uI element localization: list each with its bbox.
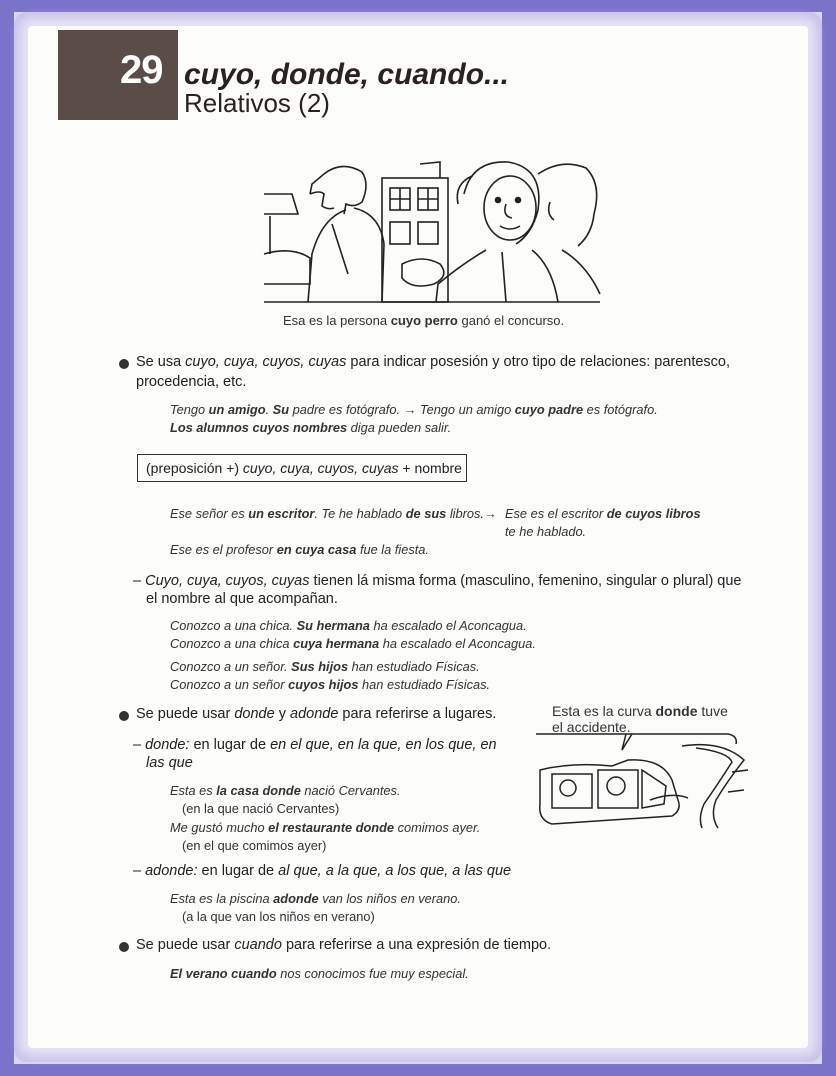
example-segment: nació Cervantes.: [300, 783, 401, 798]
example-segment: Sus hijos: [291, 659, 349, 674]
example-segment: libros.: [446, 506, 484, 521]
example-segment: nos conocimos fue muy especial.: [276, 966, 469, 981]
example-segment: El verano cuando: [170, 966, 277, 981]
example-segment: Ese señor es: [170, 506, 249, 521]
example-line: te he hablado.: [505, 524, 587, 539]
example-segment: cuyos hijos: [288, 677, 359, 692]
arrow-icon: →: [484, 506, 497, 521]
chapter-number: 29: [120, 48, 163, 92]
donde-line2: las que: [146, 755, 193, 771]
example-line: [170, 783, 400, 798]
bullet-2: [119, 711, 129, 721]
formula-box: (preposición +) cuyo, cuya, cuyos, cuyas + nombre: [137, 454, 467, 482]
example-rewrite: (en el que comimos ayer): [182, 838, 327, 853]
example-segment: padre es fotógrafo.: [289, 402, 404, 417]
example-line: [170, 506, 484, 521]
example-segment: Su: [272, 402, 290, 417]
example-segment: de sus: [405, 506, 447, 521]
example-segment: Tengo: [170, 402, 209, 417]
example-segment: Conozco a un señor.: [170, 659, 292, 674]
example-rewrite: (a la que van los niños en verano): [182, 909, 375, 924]
example-segment: un escritor: [248, 506, 315, 521]
section2-intro: Se puede usar donde y adonde para referirse a lugares.: [136, 706, 497, 722]
example-segment: comimos ayer.: [394, 820, 481, 835]
illustration2-caption: Esta es la curva donde tuve el accidente.: [552, 703, 728, 735]
example-segment: adonde: [273, 891, 319, 906]
example-line: [170, 542, 429, 557]
example-segment: diga pueden salir.: [347, 420, 452, 435]
example-segment: Conozco a una chica: [170, 636, 294, 651]
example-segment: Ese es el escritor: [505, 506, 607, 521]
example-segment: Los alumnos cuyos nombres: [170, 420, 348, 435]
section1-dash-line2: el nombre al que acompañan.: [146, 591, 338, 607]
example-segment: fue la fiesta.: [356, 542, 429, 557]
example-segment: . Te he hablado: [314, 506, 406, 521]
example-segment: van los niños en verano.: [318, 891, 461, 906]
bullet-1: [119, 359, 129, 369]
example-segment: .: [265, 402, 273, 417]
section3-intro: Se puede usar cuando para referirse a una expresión de tiempo.: [136, 937, 552, 953]
example-line: [170, 420, 451, 435]
arrow-icon: →: [403, 402, 417, 417]
example-line: [170, 402, 658, 417]
example-segment: han estudiado Físicas.: [358, 677, 491, 692]
example-segment: Ese es el profesor: [170, 542, 277, 557]
example-segment: la casa donde: [216, 783, 301, 798]
chapter-title: cuyo, donde, cuando...: [184, 58, 510, 91]
illustration1-caption: Esa es la persona cuyo perro ganó el concurso.: [283, 313, 565, 328]
bullet-3: [119, 942, 129, 952]
example-segment: han estudiado Físicas.: [348, 659, 480, 674]
example-line: [170, 891, 461, 906]
example-line: [170, 659, 480, 674]
example-segment: cuya hermana: [293, 636, 380, 651]
chapter-subtitle: Relativos (2): [184, 88, 330, 118]
example-segment: Me gustó mucho: [170, 820, 269, 835]
section1-intro-line1: Se usa cuyo, cuya, cuyos, cuyas para indicar posesión y otro tipo de relaciones: parentesco,: [136, 354, 731, 370]
example-line: [170, 636, 536, 651]
example-segment: ha escalado el Aconcagua.: [369, 618, 527, 633]
example-segment: Conozco a una chica.: [170, 618, 297, 633]
example-segment: en cuya casa: [276, 542, 357, 557]
example-segment: ha escalado el Aconcagua.: [379, 636, 536, 651]
example-rewrite: (en la que nació Cervantes): [182, 801, 340, 816]
example-segment: cuyo padre: [514, 402, 584, 417]
example-segment: un amigo: [208, 402, 266, 417]
adonde-line: – adonde: en lugar de al que, a la que, a los que, a las que: [133, 863, 512, 879]
example-segment: Conozco a un señor: [170, 677, 289, 692]
example-segment: de cuyos libros: [606, 506, 701, 521]
example-segment: Tengo un amigo: [416, 402, 515, 417]
example-line: [170, 677, 490, 692]
donde-line1: – donde: en lugar de en el que, en la que, en los que, en: [133, 737, 497, 753]
example-line: [505, 506, 701, 521]
example-segment: Esta es: [170, 783, 217, 798]
example-segment: el restaurante donde: [268, 820, 395, 835]
section1-dash-line1: – Cuyo, cuya, cuyos, cuyas tienen lá misma forma (masculino, femenino, singular o plural) que: [133, 573, 742, 589]
cartoon-dog-owners-illustration: [262, 154, 602, 310]
section1-intro-line2: procedencia, etc.: [136, 374, 247, 390]
example-segment: Su hermana: [296, 618, 370, 633]
example-segment: es fotógrafo.: [583, 402, 658, 417]
example-line: [170, 966, 469, 981]
example-line: [170, 618, 527, 633]
example-segment: Esta es la piscina: [170, 891, 274, 906]
example-line: [170, 820, 480, 835]
